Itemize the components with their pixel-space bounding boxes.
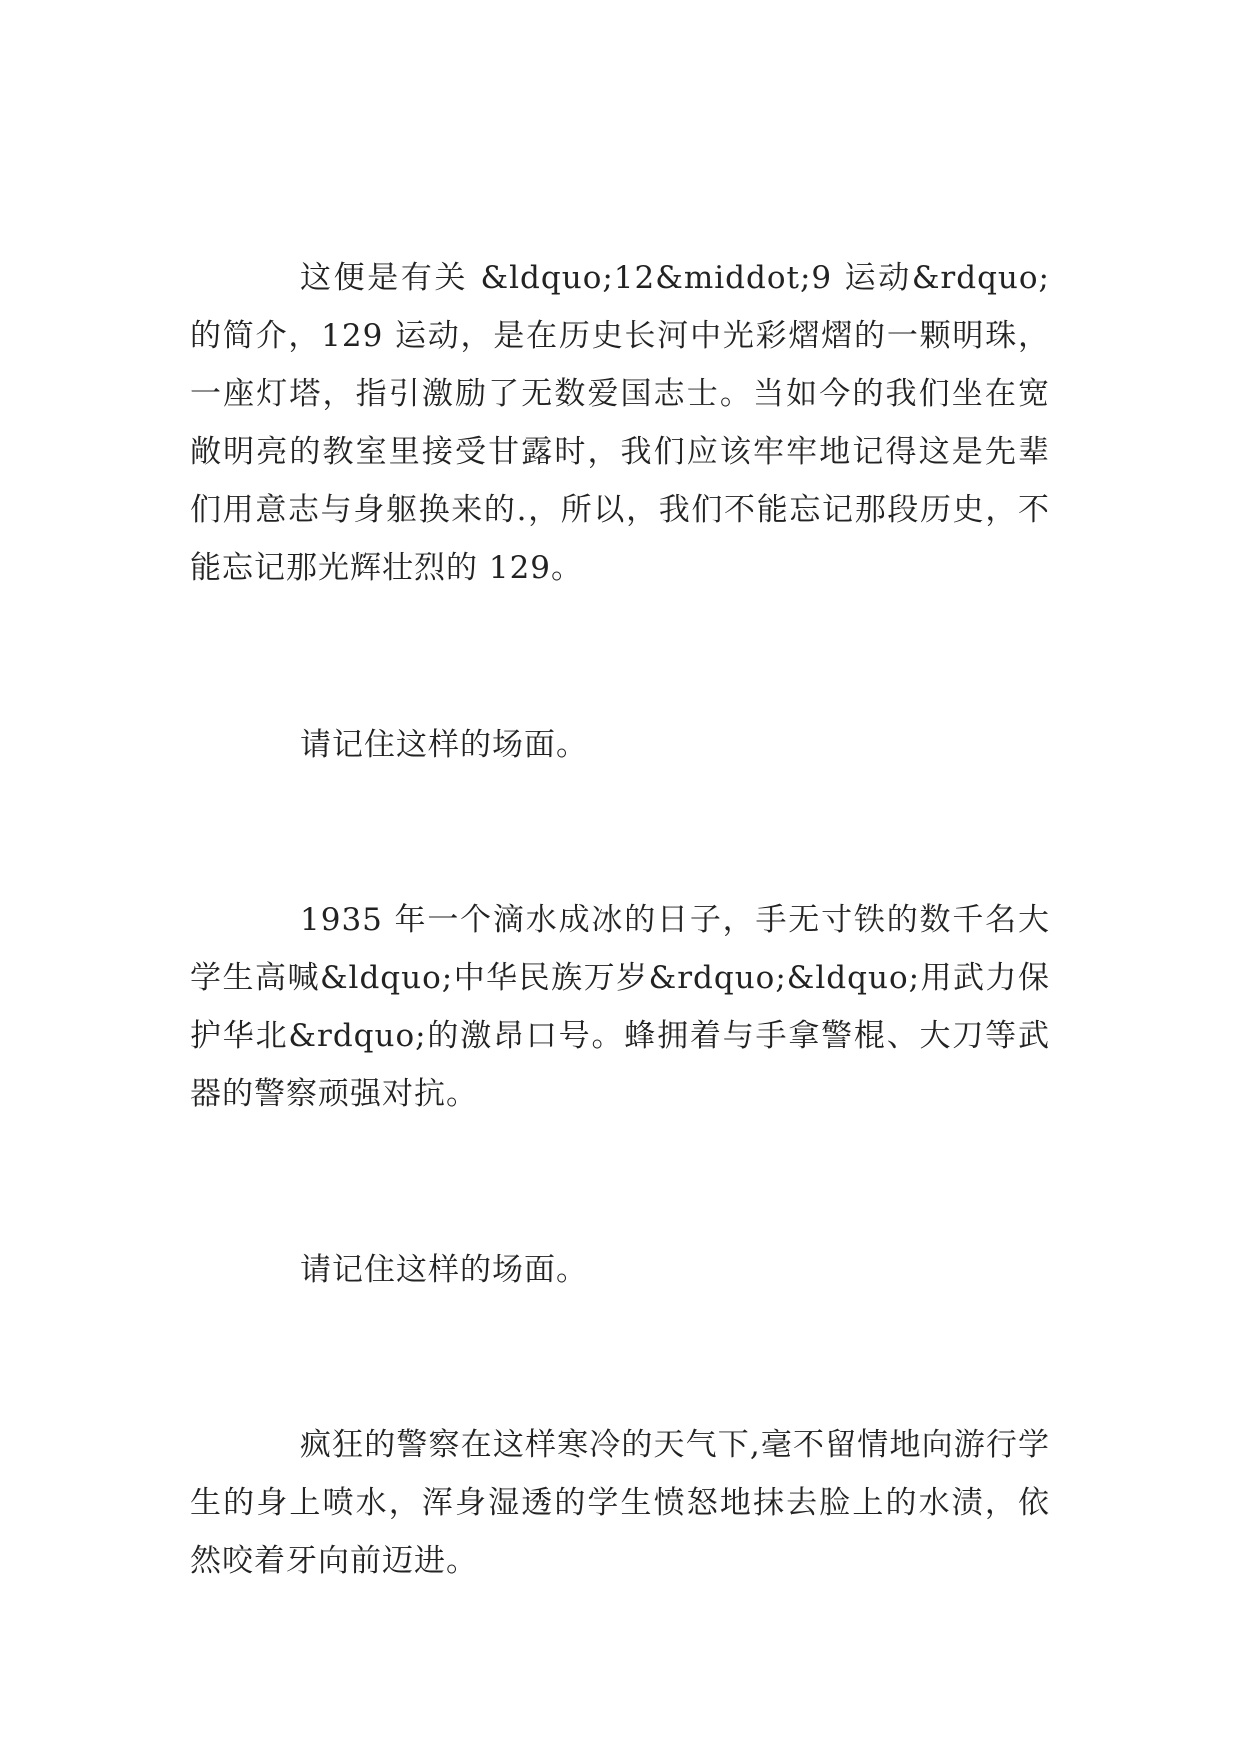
paragraph-1935: 1935 年一个滴水成冰的日子，手无寸铁的数千名大学生高喊&ldquo;中华民族万岁&rdquo;&ldquo;用武力保护华北&rdquo;的激昂口号。蜂拥着与手拿警棍、大刀等武器的警察顽强对抗。: [190, 902, 1050, 1112]
paragraph-police: 疯狂的警察在这样寒冷的天气下,毫不留情地向游行学生的身上喷水，浑身湿透的学生愤怒地抹去脸上的水渍，依然咬着牙向前迈进。: [190, 1427, 1050, 1579]
paragraph-remember-1: 请记住这样的场面。: [300, 727, 588, 763]
paragraph-remember-2: 请记住这样的场面。: [300, 1252, 588, 1288]
paragraph-intro: 这便是有关 &ldquo;12&middot;9 运动&rdquo;的简介，129 运动，是在历史长河中光彩熠熠的一颗明珠，一座灯塔，指引激励了无数爱国志士。当如今的我们坐在宽敞明亮的教室里接受甘露时，我们应该牢牢地记得这是先辈们用意志与身躯换来的.，所以，我们不能忘记那段历史，不能忘记那光辉壮烈的 129。: [190, 260, 1050, 586]
